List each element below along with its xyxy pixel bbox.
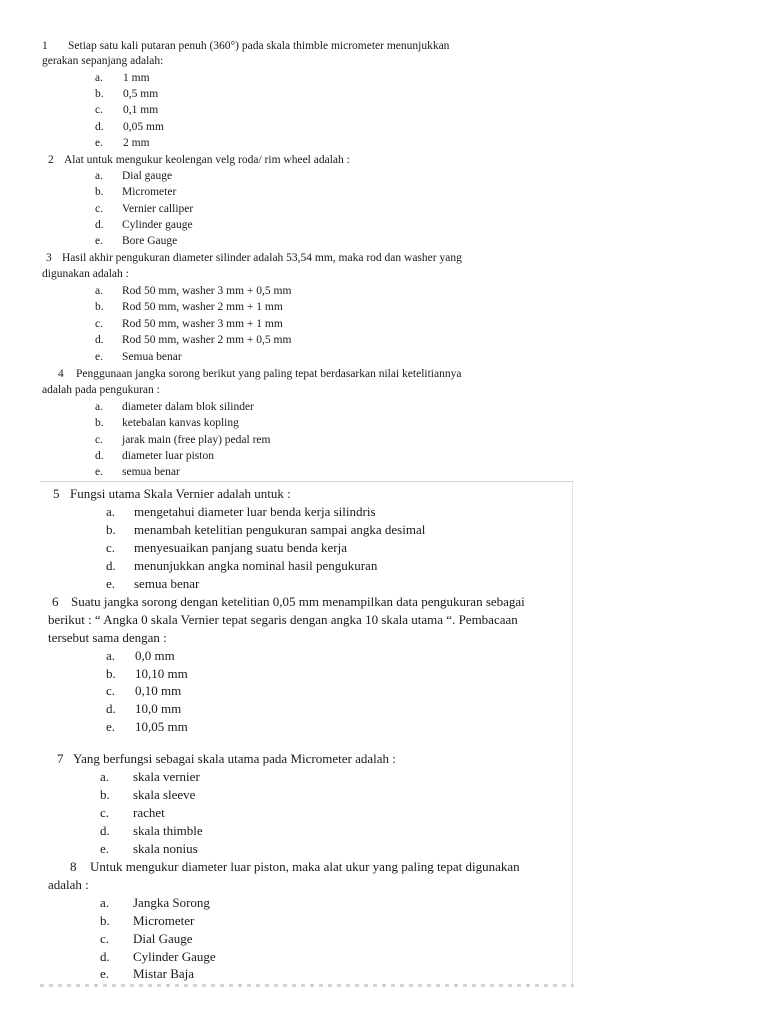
option [106, 666, 188, 682]
option [95, 137, 150, 149]
question-number: 8 [70, 859, 77, 874]
option [95, 318, 283, 330]
option-letter: d. [95, 219, 104, 231]
option [95, 334, 292, 346]
option-text: rachet [133, 805, 165, 820]
option [95, 351, 182, 363]
option-letter: a. [106, 504, 116, 519]
option [100, 805, 165, 821]
option [100, 841, 198, 857]
option-text: 0,0 mm [135, 648, 175, 663]
option-text: semua benar [122, 466, 180, 478]
option [95, 121, 164, 133]
option [106, 701, 182, 717]
option-text: 0,5 mm [123, 88, 159, 100]
option-text: Bore Gauge [122, 235, 178, 247]
option-text: Rod 50 mm, washer 3 mm + 0,5 mm [122, 285, 292, 297]
option [95, 466, 180, 478]
option-letter: d. [100, 949, 110, 964]
option [100, 769, 200, 785]
option-letter: d. [106, 558, 116, 573]
option-letter: b. [100, 787, 110, 802]
question-text-line: Alat untuk mengukur keolengan velg roda/ rim wheel adalah : [64, 154, 350, 166]
option [100, 966, 195, 982]
option-letter: d. [95, 450, 104, 462]
option [106, 540, 347, 556]
option [106, 576, 200, 592]
question-text-line: Untuk mengukur diameter luar piston, maka alat ukur yang paling tepat digunakan [90, 859, 520, 874]
question-text-line: gerakan sepanjang adalah: [42, 55, 164, 67]
option-letter: e. [95, 466, 103, 478]
option-text: skala nonius [133, 841, 198, 856]
option [95, 417, 239, 429]
question-number: 6 [52, 594, 59, 609]
option-text: skala thimble [133, 823, 203, 838]
question-text-line: berikut : “ Angka 0 skala Vernier tepat segaris dengan angka 10 skala utama “. Pembacaan [48, 612, 518, 627]
option-text: menambah ketelitian pengukuran sampai angka desimal [134, 522, 426, 537]
option-letter: d. [95, 334, 104, 346]
option-letter: a. [95, 72, 103, 84]
option-text: 10,0 mm [135, 701, 182, 716]
question-number: 1 [42, 40, 48, 52]
option-letter: a. [95, 285, 103, 297]
option-text: Semua benar [122, 351, 182, 363]
option [100, 787, 196, 803]
option-text: ketebalan kanvas kopling [122, 417, 239, 429]
option-text: 10,10 mm [135, 666, 188, 681]
option [95, 450, 214, 462]
option-text: 10,05 mm [135, 719, 188, 734]
option-text: Micrometer [122, 186, 177, 198]
option-letter: a. [100, 769, 110, 784]
option [106, 648, 175, 664]
page-divider [40, 481, 574, 482]
option [100, 895, 210, 911]
option-letter: c. [95, 203, 103, 215]
option-text: Dial gauge [122, 170, 173, 182]
option-text: Jangka Sorong [133, 895, 210, 910]
option-text: Rod 50 mm, washer 2 mm + 1 mm [122, 301, 283, 313]
option [106, 522, 426, 538]
question-text-line: Penggunaan jangka sorong berikut yang paling tepat berdasarkan nilai ketelitiannya [76, 368, 462, 380]
option-text: 0,10 mm [135, 683, 182, 698]
option-letter: a. [100, 895, 110, 910]
question-number: 2 [48, 154, 54, 166]
option-text: skala vernier [133, 769, 200, 784]
option-letter: e. [100, 966, 110, 981]
option-letter: c. [95, 318, 103, 330]
option [100, 913, 195, 929]
option [95, 285, 292, 297]
option [95, 88, 159, 100]
option-letter: b. [106, 666, 116, 681]
option-text: jarak main (free play) pedal rem [122, 434, 271, 446]
question-text-line: tersebut sama dengan : [48, 630, 167, 645]
option-letter: b. [95, 88, 104, 100]
question-number: 4 [58, 368, 64, 380]
option-text: Micrometer [133, 913, 195, 928]
option [106, 504, 376, 520]
option [106, 558, 378, 574]
option-letter: b. [106, 522, 116, 537]
option-letter: a. [95, 401, 103, 413]
question-text-line: Setiap satu kali putaran penuh (360°) pada skala thimble micrometer menunjukkan [68, 40, 450, 52]
question-text-line: Suatu jangka sorong dengan ketelitian 0,05 mm menampilkan data pengukuran sebagai [71, 594, 525, 609]
question-text-line: adalah : [48, 877, 89, 892]
option-text: diameter luar piston [122, 450, 214, 462]
option [95, 186, 177, 198]
page-edge [572, 481, 573, 987]
option-letter: e. [95, 351, 103, 363]
option-text: Vernier calliper [122, 203, 194, 215]
option [95, 203, 194, 215]
option-letter: d. [106, 701, 116, 716]
option-letter: c. [106, 683, 116, 698]
option-text: semua benar [134, 576, 200, 591]
option-letter: c. [100, 931, 110, 946]
option [95, 219, 193, 231]
option [95, 104, 159, 116]
option-letter: b. [95, 417, 104, 429]
option-text: 1 mm [123, 72, 150, 84]
option-letter: c. [100, 805, 110, 820]
option-letter: c. [106, 540, 116, 555]
question-text-line: digunakan adalah : [42, 268, 129, 280]
option-text: 2 mm [123, 137, 150, 149]
cut-off-text-line [40, 984, 574, 987]
option-text: Rod 50 mm, washer 3 mm + 1 mm [122, 318, 283, 330]
option-letter: b. [95, 301, 104, 313]
option-letter: e. [95, 235, 103, 247]
option-letter: b. [100, 913, 110, 928]
question-number: 3 [46, 252, 52, 264]
question-text-line: Hasil akhir pengukuran diameter silinder adalah 53,54 mm, maka rod dan washer yang [62, 252, 462, 264]
option-letter: d. [95, 121, 104, 133]
option-text: skala sleeve [133, 787, 196, 802]
option [95, 401, 254, 413]
option [95, 235, 178, 247]
question-number: 5 [53, 486, 60, 501]
option-letter: d. [100, 823, 110, 838]
question-text-line: Yang berfungsi sebagai skala utama pada Micrometer adalah : [73, 751, 396, 766]
option-letter: a. [106, 648, 116, 663]
option-text: Dial Gauge [133, 931, 193, 946]
option-text: menyesuaikan panjang suatu benda kerja [134, 540, 347, 555]
option [106, 719, 188, 735]
question-text-line: adalah pada pengukuran : [42, 384, 160, 396]
option-letter: e. [106, 719, 116, 734]
option [100, 931, 193, 947]
option [95, 72, 150, 84]
option [95, 434, 271, 446]
option-text: diameter dalam blok silinder [122, 401, 254, 413]
question-text-line: Fungsi utama Skala Vernier adalah untuk : [70, 486, 291, 501]
option-letter: a. [95, 170, 103, 182]
option-text: Cylinder gauge [122, 219, 193, 231]
option-letter: b. [95, 186, 104, 198]
option-letter: e. [95, 137, 103, 149]
option [95, 170, 173, 182]
option-letter: c. [95, 104, 103, 116]
option-text: 0,1 mm [123, 104, 159, 116]
option-text: Cylinder Gauge [133, 949, 216, 964]
option-text: Rod 50 mm, washer 2 mm + 0,5 mm [122, 334, 292, 346]
option-text: 0,05 mm [123, 121, 164, 133]
option [95, 301, 283, 313]
option-text: mengetahui diameter luar benda kerja silindris [134, 504, 376, 519]
option-text: menunjukkan angka nominal hasil pengukuran [134, 558, 378, 573]
option [100, 823, 203, 839]
option [100, 949, 216, 965]
option-letter: e. [106, 576, 116, 591]
option-text: Mistar Baja [133, 966, 195, 981]
option-letter: e. [100, 841, 110, 856]
question-number: 7 [57, 751, 64, 766]
option [106, 683, 182, 699]
option-letter: c. [95, 434, 103, 446]
